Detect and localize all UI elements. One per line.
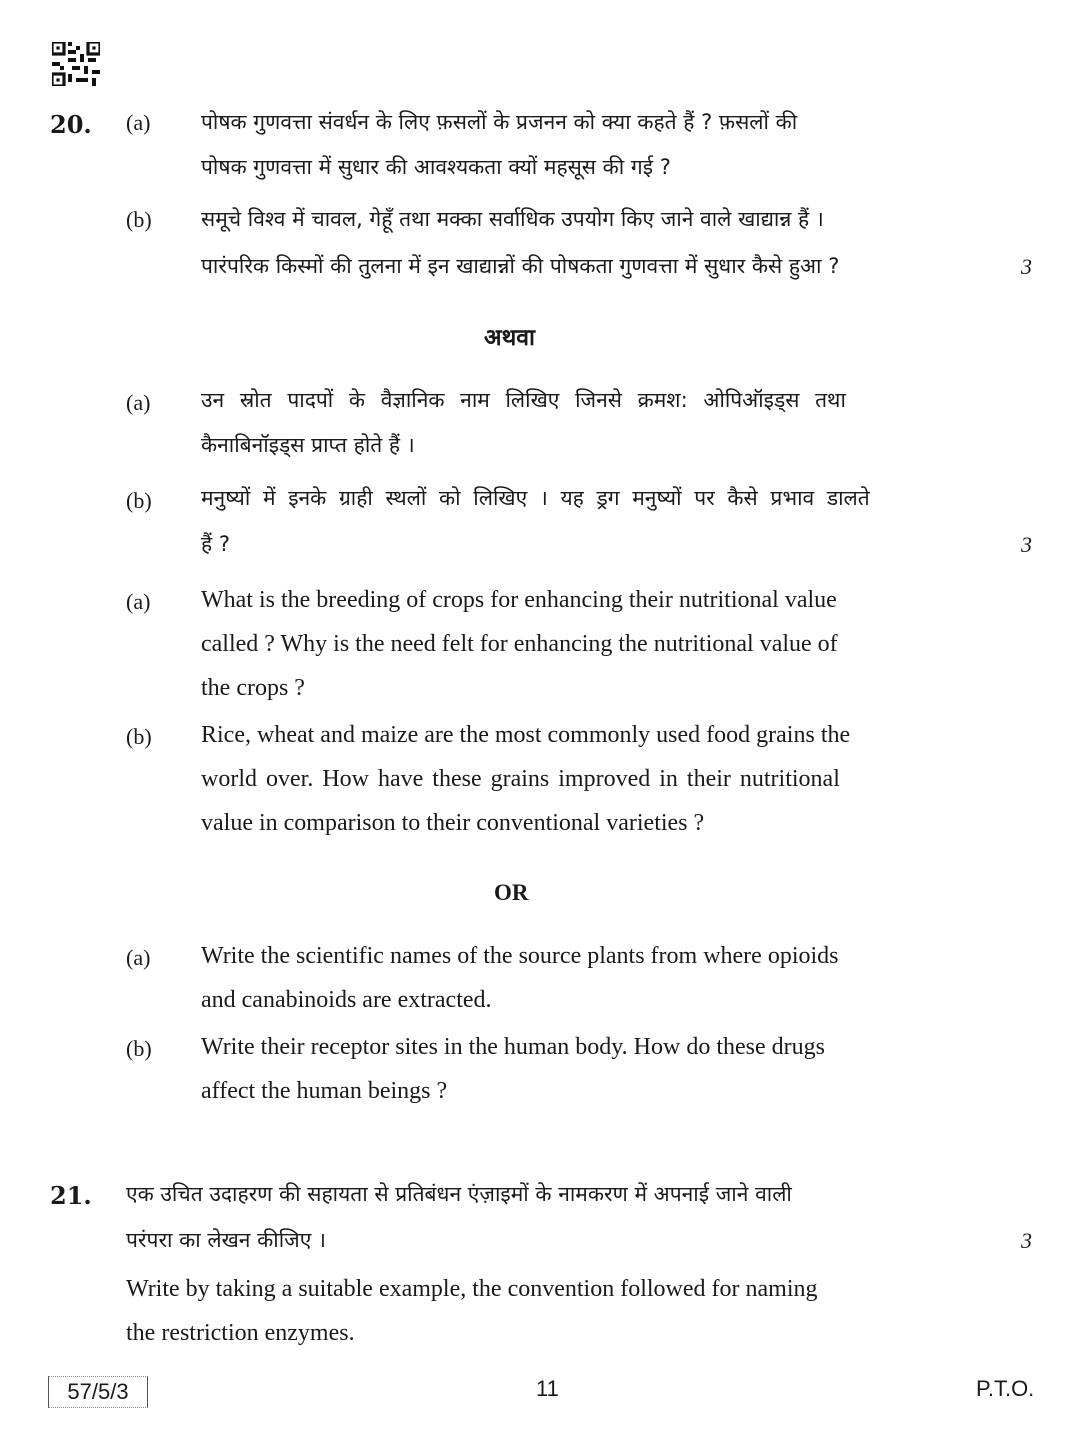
q21-marks: 3 <box>1021 1228 1032 1253</box>
q20-en-or-part-a-label: (a) <box>126 945 151 970</box>
please-turn-over: P.T.O. <box>976 1376 1035 1401</box>
q20-en-part-b-line-1: Rice, wheat and maize are the most commonly used food grains the <box>201 722 851 748</box>
q20-hi-or-heading: अथवा <box>484 325 536 351</box>
q20-hi-part-b-line-1: समूचे विश्व में चावल, गेहूँ तथा मक्का सर्वाधिक उपयोग किए जाने वाले खाद्यान्न हैं । <box>201 207 824 231</box>
q20-en-part-b-line-3: value in comparison to their conventional varieties ? <box>201 810 705 836</box>
q20-en-part-a-line-1: What is the breeding of crops for enhancing their nutritional value <box>201 587 837 613</box>
q20-hi-part-a-line-1: पोषक गुणवत्ता संवर्धन के लिए फ़सलों के प्रजनन को क्या कहते हैं ? फ़सलों की <box>201 110 798 134</box>
q21-en-line-2: the restriction enzymes. <box>126 1320 355 1346</box>
q20-hi-or-part-b-label: (b) <box>126 488 152 513</box>
qr-code-icon <box>52 42 100 86</box>
q20-en-part-b-line-2: world over. How have these grains improved in their nutritional <box>201 766 840 792</box>
q20-en-or-part-a-line-2: and canabinoids are extracted. <box>201 987 492 1013</box>
paper-code: 57/5/3 <box>48 1376 148 1408</box>
page-number: 11 <box>536 1376 559 1401</box>
q21-hi-line-2: परंपरा का लेखन कीजिए । <box>126 1228 326 1252</box>
q20-en-or-part-b-line-2: affect the human beings ? <box>201 1078 448 1104</box>
q20-en-or-part-b-line-1: Write their receptor sites in the human body. How do these drugs <box>201 1034 825 1060</box>
q20-en-part-a-line-3: the crops ? <box>201 675 305 701</box>
q20-en-part-a-label: (a) <box>126 589 151 614</box>
q20-hi-part-a-label: (a) <box>126 110 151 135</box>
q20-hi-or-part-a-line-1: उन स्रोत पादपों के वैज्ञानिक नाम लिखिए जिनसे क्रमश: ओपिऑइड्स तथा <box>201 388 846 412</box>
q20-hi-or-part-b-line-1: मनुष्यों में इनके ग्राही स्थलों को लिखिए । यह ड्रग मनुष्यों पर कैसे प्रभाव डालते <box>201 486 870 510</box>
q20-hi-or-part-b-line-2: हैं ? <box>201 532 230 556</box>
q20-marks-2: 3 <box>1021 532 1032 557</box>
q20-en-or-part-a-line-1: Write the scientific names of the source plants from where opioids <box>201 943 839 969</box>
q20-hi-part-b-label: (b) <box>126 207 152 232</box>
q20-en-part-a-line-2: called ? Why is the need felt for enhancing the nutritional value of <box>201 631 838 657</box>
q20-en-or-part-b-label: (b) <box>126 1036 152 1061</box>
q20-hi-or-part-a-line-2: कैनाबिनॉइड्स प्राप्त होते हैं । <box>201 433 415 457</box>
q21-en-line-1: Write by taking a suitable example, the convention followed for naming <box>126 1276 818 1302</box>
question-number-21: 21. <box>50 1181 92 1210</box>
q20-en-or-heading: OR <box>494 880 529 905</box>
question-number-20: 20. <box>50 110 92 139</box>
q20-hi-or-part-a-label: (a) <box>126 390 151 415</box>
q20-hi-part-b-line-2: पारंपरिक किस्मों की तुलना में इन खाद्यान्नों की पोषकता गुणवत्ता में सुधार कैसे हुआ ? <box>201 254 840 278</box>
q20-hi-part-a-line-2: पोषक गुणवत्ता में सुधार की आवश्यकता क्यों महसूस की गई ? <box>201 155 671 179</box>
q20-en-part-b-label: (b) <box>126 724 152 749</box>
q21-hi-line-1: एक उचित उदाहरण की सहायता से प्रतिबंधन एंज़ाइमों के नामकरण में अपनाई जाने वाली <box>126 1182 792 1206</box>
q20-marks-1: 3 <box>1021 254 1032 279</box>
